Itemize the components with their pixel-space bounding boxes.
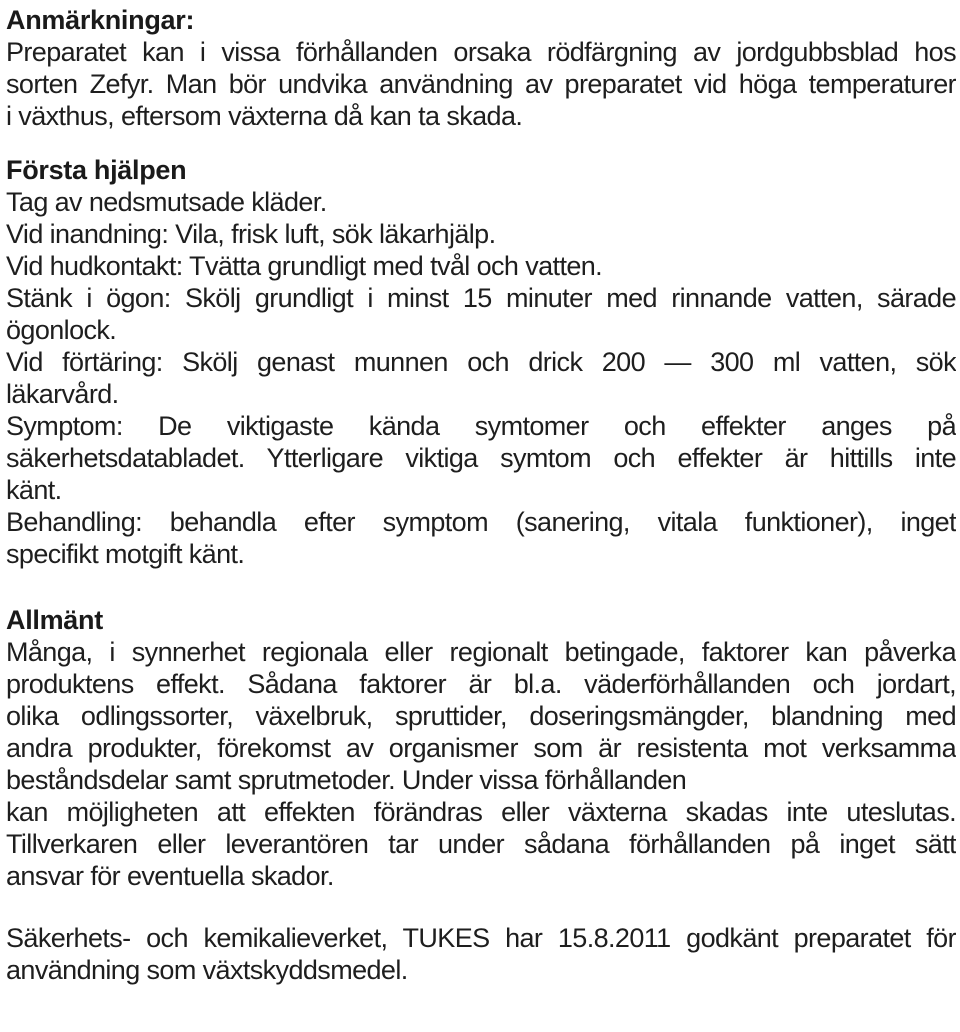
spacer: [6, 892, 956, 922]
general-heading: Allmänt: [6, 605, 103, 635]
approval-line: användning som växtskyddsmedel.: [6, 955, 408, 985]
general-line: kan möjligheten att effekten förändras eller växterna skadas inte uteslutas.: [6, 797, 956, 827]
remarks-line: i växthus, eftersom växterna då kan ta skada.: [6, 101, 523, 131]
general-line: Många, i synnerhet regionala eller regionalt betingade, faktorer kan påverka: [6, 637, 956, 667]
general-line: olika odlingssorter, växelbruk, spruttider, doseringsmängder, blandning med: [6, 701, 956, 731]
first-aid-line: ögonlock.: [6, 315, 117, 345]
general-line: Tillverkaren eller leverantören tar under sådana förhållanden på inget sätt: [6, 829, 956, 859]
first-aid-line: Tag av nedsmutsade kläder.: [6, 187, 327, 217]
spacer: [6, 570, 956, 604]
general-line: beståndsdelar samt sprutmetoder. Under vissa förhållanden: [6, 765, 687, 795]
general-line: ansvar för eventuella skador.: [6, 861, 334, 891]
first-aid-section: [6, 154, 956, 570]
approval-line: Säkerhets- och kemikalieverket, TUKES har 15.8.2011 godkänt preparatet för: [6, 923, 956, 953]
first-aid-line: Vid hudkontakt: Tvätta grundligt med tvål och vatten.: [6, 251, 603, 281]
first-aid-heading: Första hjälpen: [6, 155, 187, 185]
first-aid-line: känt.: [6, 475, 62, 505]
approval-section: [6, 922, 956, 986]
general-section: [6, 604, 956, 892]
first-aid-line: Vid inandning: Vila, frisk luft, sök läkarhjälp.: [6, 219, 496, 249]
remarks-section: [6, 4, 956, 132]
remarks-line: sorten Zefyr. Man bör undvika användning av preparatet vid höga temperaturer: [6, 69, 956, 99]
remarks-line: Preparatet kan i vissa förhållanden orsaka rödfärgning av jordgubbsblad hos: [6, 37, 956, 67]
remarks-heading: Anmärkningar:: [6, 5, 195, 35]
first-aid-line: säkerhetsdatabladet. Ytterligare viktiga symtom och effekter är hittills inte: [6, 443, 956, 473]
spacer: [6, 132, 956, 154]
first-aid-line: Stänk i ögon: Skölj grundligt i minst 15 minuter med rinnande vatten, särade: [6, 283, 956, 313]
general-line: produktens effekt. Sådana faktorer är bl.a. väderförhållanden och jordart,: [6, 669, 956, 699]
first-aid-line: specifikt motgift känt.: [6, 539, 245, 569]
first-aid-line: Symptom: De viktigaste kända symtomer och effekter anges på: [6, 411, 956, 441]
first-aid-line: läkarvård.: [6, 379, 119, 409]
first-aid-line: Vid förtäring: Skölj genast munnen och drick 200 — 300 ml vatten, sök: [6, 347, 956, 377]
general-line: andra produkter, förekomst av organismer som är resistenta mot verksamma: [6, 733, 956, 763]
document: [6, 4, 956, 986]
first-aid-line: Behandling: behandla efter symptom (sanering, vitala funktioner), inget: [6, 507, 956, 537]
